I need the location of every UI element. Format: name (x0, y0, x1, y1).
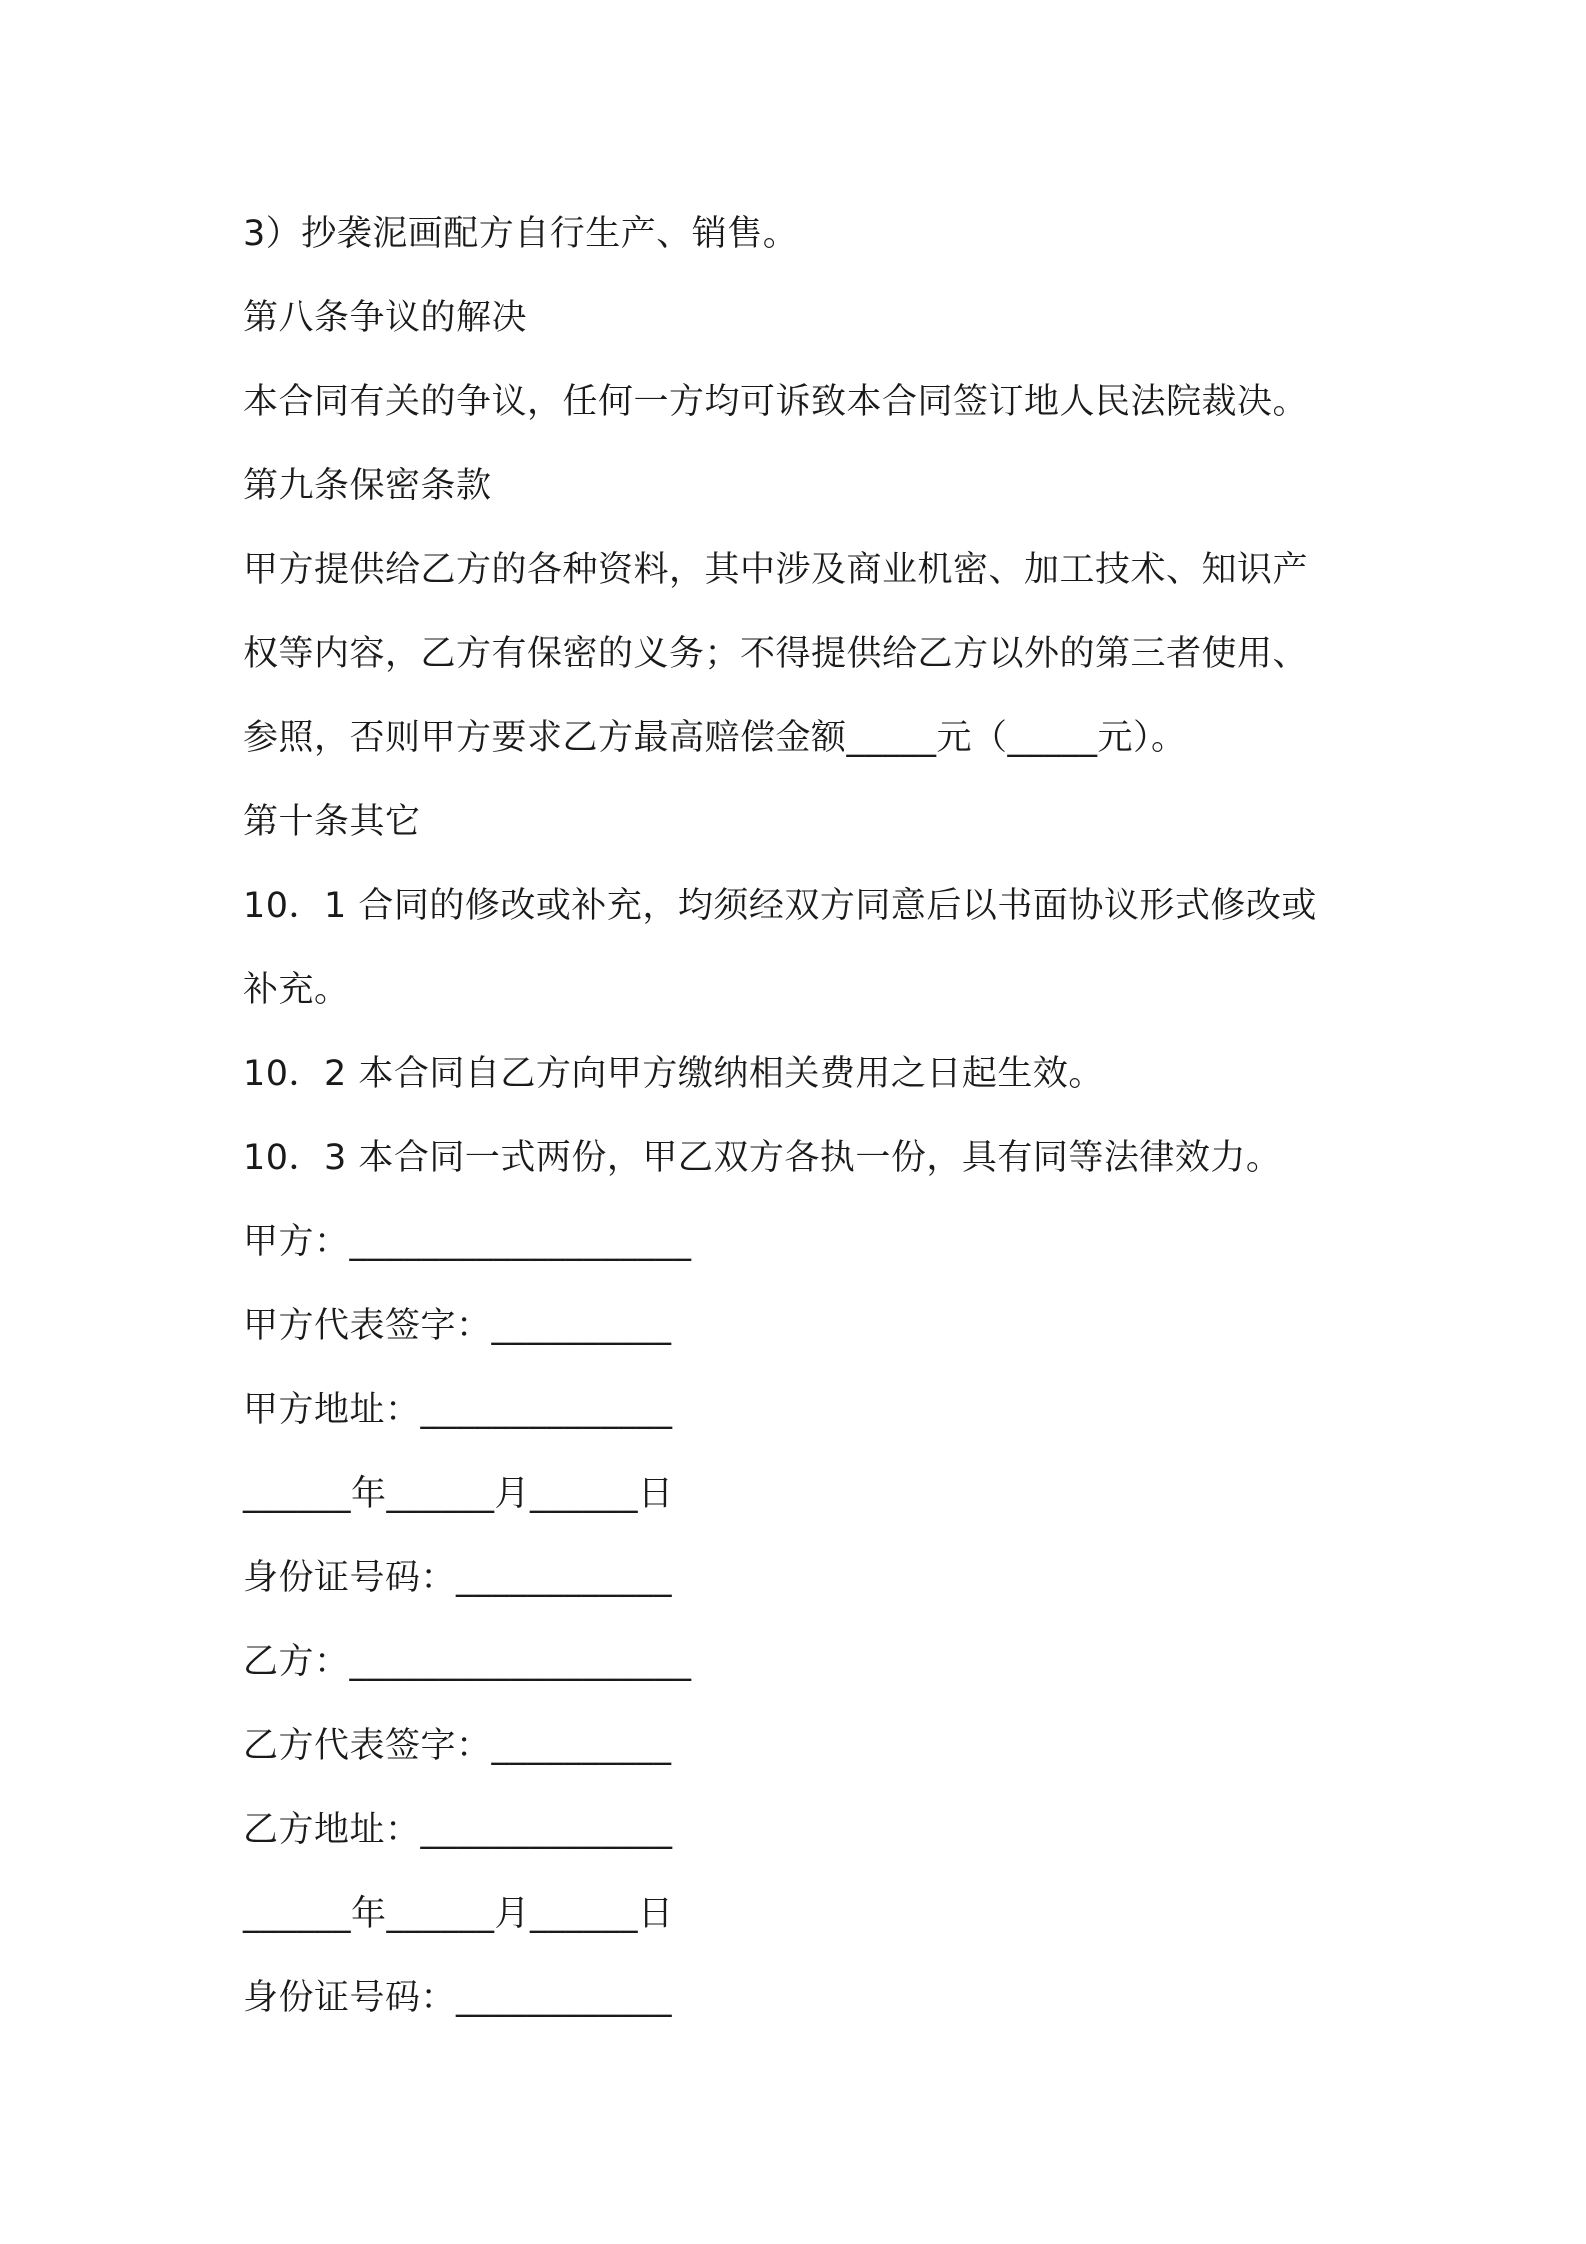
party-a-address-field: 甲方地址：______________ (243, 1390, 673, 1430)
party-b-date-field: ______年______月______日 (243, 1894, 674, 1934)
article-9-text-line-2: 权等内容，乙方有保密的义务；不得提供给乙方以外的第三者使用、 (243, 634, 1309, 674)
article-9-heading: 第九条保密条款 (243, 466, 492, 506)
party-a-date-field: ______年______月______日 (243, 1474, 674, 1514)
party-a-representative-signature-field: 甲方代表签字：__________ (243, 1306, 672, 1346)
clause-10-1-line-1: 10．1 合同的修改或补充，均须经双方同意后以书面协议形式修改或 (243, 886, 1317, 926)
party-b-id-number-field: 身份证号码：____________ (243, 1978, 673, 2018)
party-b-address-field: 乙方地址：______________ (243, 1810, 673, 1850)
clause-10-2: 10．2 本合同自乙方向甲方缴纳相关费用之日起生效。 (243, 1054, 1104, 1094)
clause-item-3: 3）抄袭泥画配方自行生产、销售。 (243, 214, 799, 254)
party-a-field: 甲方：___________________ (243, 1222, 692, 1262)
clause-10-3: 10．3 本合同一式两份，甲乙双方各执一份，具有同等法律效力。 (243, 1138, 1282, 1178)
party-a-id-number-field: 身份证号码：____________ (243, 1558, 673, 1598)
clause-10-1-line-2: 补充。 (243, 970, 350, 1010)
article-8-text: 本合同有关的争议，任何一方均可诉致本合同签订地人民法院裁决。 (243, 382, 1309, 422)
article-8-heading: 第八条争议的解决 (243, 298, 528, 338)
party-b-representative-signature-field: 乙方代表签字：__________ (243, 1726, 672, 1766)
article-9-text-line-3: 参照，否则甲方要求乙方最高赔偿金额_____元（_____元）。 (243, 718, 1187, 758)
party-b-field: 乙方：___________________ (243, 1642, 692, 1682)
document-body (243, 192, 1363, 2040)
article-9-text-line-1: 甲方提供给乙方的各种资料，其中涉及商业机密、加工技术、知识产 (243, 550, 1309, 590)
article-10-heading: 第十条其它 (243, 802, 421, 842)
